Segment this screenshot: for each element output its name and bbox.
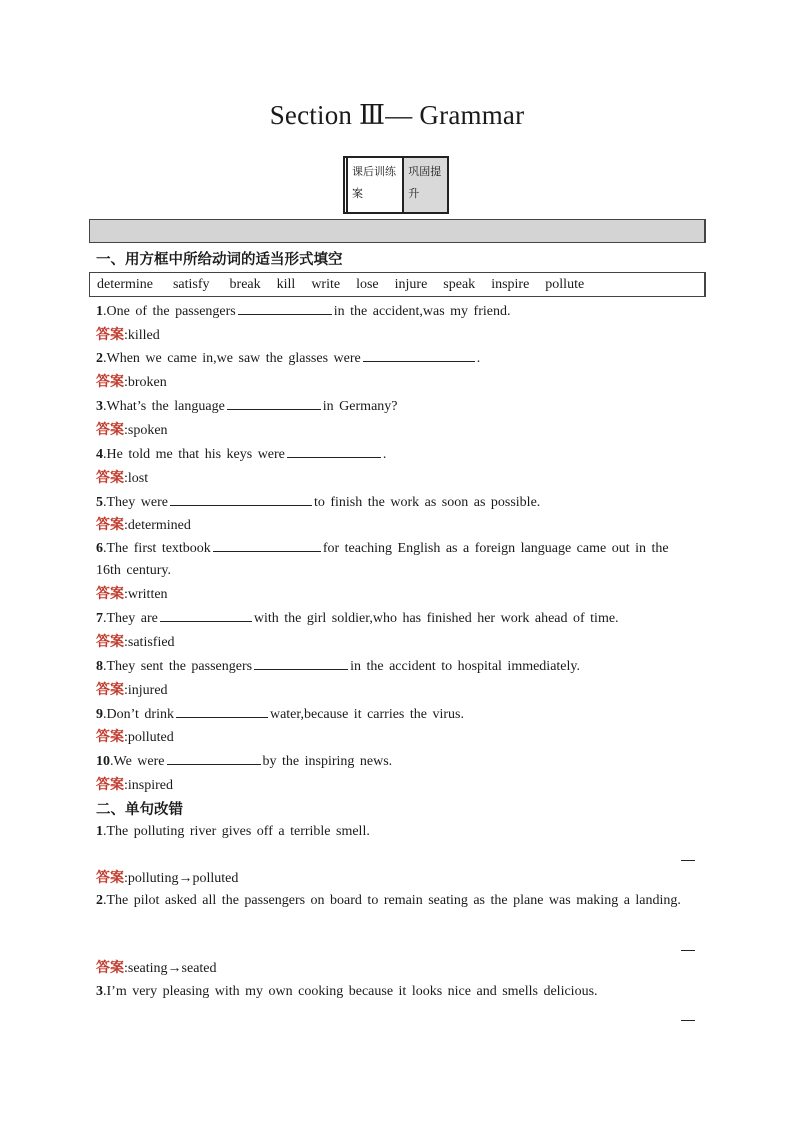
word: injure xyxy=(394,276,428,292)
badge-left-label: 课后训练案 xyxy=(346,158,404,212)
answer-9: 答案:polluted xyxy=(96,729,174,745)
question-6: 6.The first textbook for teaching English as a foreign language came out in the 16th century. xyxy=(96,537,692,582)
word: satisfy xyxy=(172,276,210,292)
word: break xyxy=(229,276,261,292)
word: inspire xyxy=(491,276,530,292)
question-2: 2.When we came in,we saw the glasses were . xyxy=(96,347,692,370)
word: pollute xyxy=(545,276,585,292)
answer-4: 答案:lost xyxy=(96,470,149,486)
answer-3: 答案:spoken xyxy=(96,422,168,438)
answer-line[interactable] xyxy=(681,1020,695,1021)
badge-right-label: 巩固提升 xyxy=(404,158,447,212)
answer-blank[interactable] xyxy=(254,655,348,670)
word: kill xyxy=(276,276,296,292)
answer-10: 答案:inspired xyxy=(96,777,173,793)
correction-1: 1.The polluting river gives off a terrible smell. xyxy=(96,824,370,839)
answer-1: 答案:killed xyxy=(96,327,160,343)
question-9: 9.Don’t drink water,because it carries the virus. xyxy=(96,703,692,726)
answer-blank[interactable] xyxy=(363,347,475,362)
correction-answer-2: 答案:seating→seated xyxy=(96,960,217,976)
question-7: 7.They are with the girl soldier,who has finished her work ahead of time. xyxy=(96,607,692,630)
word: lose xyxy=(356,276,379,292)
part2-heading: 二、单句改错 xyxy=(96,802,183,818)
question-4: 4.He told me that his keys were . xyxy=(96,443,692,466)
word: speak xyxy=(443,276,476,292)
answer-8: 答案:injured xyxy=(96,682,168,698)
answer-blank[interactable] xyxy=(176,703,268,718)
answer-6: 答案:written xyxy=(96,586,168,602)
answer-5: 答案:determined xyxy=(96,517,191,533)
answer-blank[interactable] xyxy=(213,537,321,552)
answer-7: 答案:satisfied xyxy=(96,634,175,650)
answer-blank[interactable] xyxy=(170,491,312,506)
word: determine xyxy=(97,276,153,292)
question-3: 3.What’s the language in Germany? xyxy=(96,395,692,418)
question-1: 1.One of the passengers in the accident,was my friend. xyxy=(96,300,692,323)
grey-header-bar xyxy=(89,219,706,243)
answer-2: 答案:broken xyxy=(96,374,167,390)
word-box xyxy=(89,272,706,297)
part1-heading: 一、用方框中所给动词的适当形式填空 xyxy=(96,252,343,268)
question-10: 10.We were by the inspiring news. xyxy=(96,750,692,773)
question-5: 5.They were to finish the work as soon as possible. xyxy=(96,491,692,514)
answer-blank[interactable] xyxy=(238,300,332,315)
answer-blank[interactable] xyxy=(287,443,381,458)
word: write xyxy=(311,276,341,292)
page-title: Section Ⅲ— Grammar xyxy=(269,100,525,130)
answer-blank[interactable] xyxy=(227,395,321,410)
correction-answer-1: 答案:polluting→polluted xyxy=(96,870,239,886)
correction-3: 3.I’m very pleasing with my own cooking because it looks nice and smells delicious. xyxy=(96,984,598,999)
section-badge xyxy=(343,156,449,214)
answer-line[interactable] xyxy=(681,950,695,951)
question-8: 8.They sent the passengers in the accident to hospital immediately. xyxy=(96,655,692,678)
answer-blank[interactable] xyxy=(160,607,252,622)
correction-2: 2.The pilot asked all the passengers on board to remain seating as the plane was making a landing. xyxy=(96,893,681,908)
answer-line[interactable] xyxy=(681,860,695,861)
answer-blank[interactable] xyxy=(167,750,261,765)
